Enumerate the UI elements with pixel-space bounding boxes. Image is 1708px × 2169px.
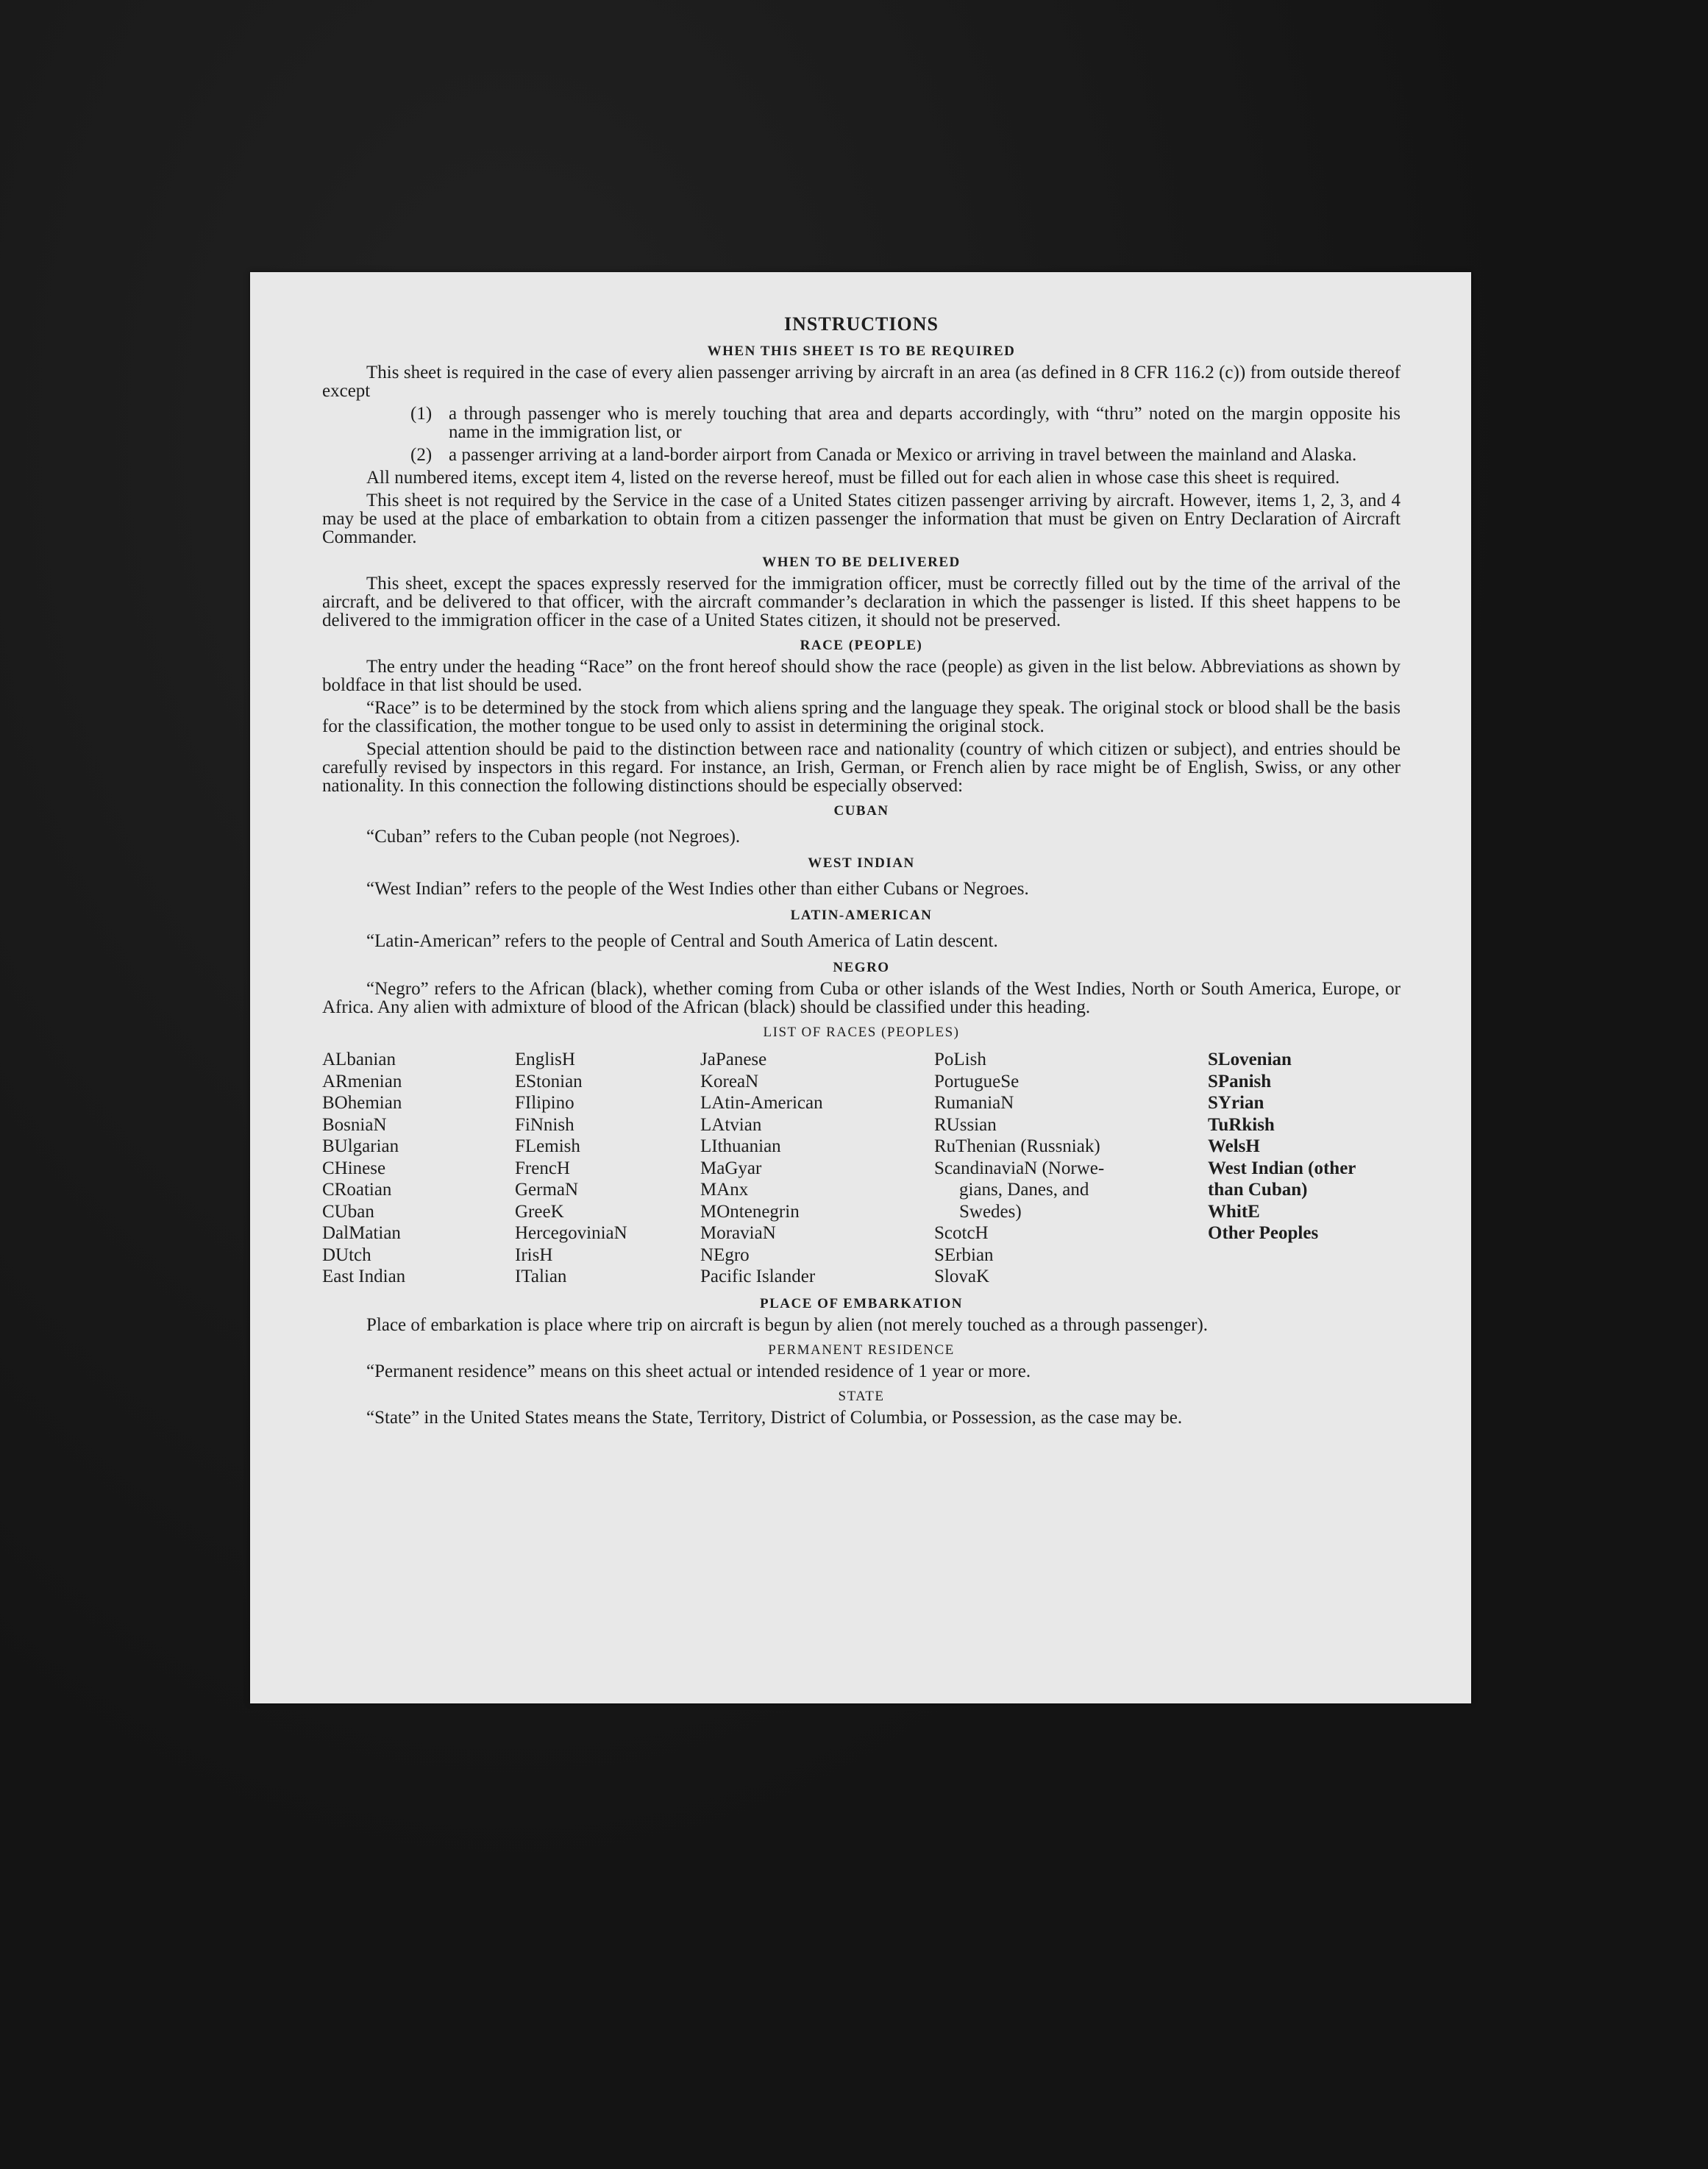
when-delivered-text: This sheet, except the spaces expressly reserved for the immigration officer, must be correctly filled out by the time of the arrival of the aircraft, and be delivered to that officer, with the aircraft commander’s declaration in which the passenger is listed. If this sheet happens to be delivered to the immigration officer in the case of a United States citizen, it should not be preserved.	[322, 574, 1401, 630]
races-column-3	[700, 1049, 934, 1288]
race-entry: RUssian	[934, 1114, 997, 1135]
race-entry: JaPanese	[700, 1050, 767, 1069]
race-entry-continued: Swedes)	[959, 1201, 1022, 1222]
race-entry: ARmenian	[322, 1071, 402, 1091]
race-entry: FIlipino	[515, 1093, 574, 1113]
race-entry: ALbanian	[322, 1050, 396, 1069]
negro-text: “Negro” refers to the African (black), whether coming from Cuba or other islands of the West Indies, North or South America, Europe, or Africa. Any alien with admixture of blood of the African (black) should be classified under this heading.	[322, 979, 1401, 1017]
races-column-4	[934, 1049, 1208, 1288]
exception-number: (1)	[410, 404, 433, 424]
race-entry: FLemish	[515, 1136, 580, 1156]
race-entry: RumaniaN	[934, 1093, 1014, 1113]
race-paragraph-3: Special attention should be paid to the distinction between race and nationality (country of which citizen or subject), and entries should be carefully revised by inspectors in this regard. For instance, an Irish, German, or French alien by race might be of English, Swiss, or any other nationality. In this connection the following distinctions should be especially observed:	[322, 739, 1401, 796]
heading-residence: PERMANENT RESIDENCE	[768, 1342, 955, 1358]
page-title: INSTRUCTIONS	[784, 313, 939, 335]
race-entry: ITalian	[515, 1267, 567, 1286]
race-entry: Other Peoples	[1208, 1223, 1319, 1243]
race-paragraph-1: The entry under the heading “Race” on the front hereof should show the race (people) as given in the list below. Abbreviations as shown by boldface in that list should be used.	[322, 657, 1401, 695]
heading-race: RACE (PEOPLE)	[800, 638, 923, 653]
race-entry: CUban	[322, 1201, 374, 1222]
races-column-2	[515, 1049, 700, 1288]
race-entry: FiNnish	[515, 1114, 574, 1135]
race-entry: CHinese	[322, 1158, 386, 1178]
embarkation-text: Place of embarkation is place where trip on aircraft is begun by alien (not merely touched as a through passenger).	[366, 1314, 1209, 1335]
race-entry-continued: gians, Danes, and	[959, 1180, 1089, 1200]
race-entry: SPanish	[1208, 1071, 1272, 1091]
race-entry: LAtin-American	[700, 1093, 823, 1113]
race-entry: IrisH	[515, 1244, 553, 1265]
heading-state: STATE	[838, 1388, 885, 1404]
west-indian-text: “West Indian” refers to the people of the West Indies other than either Cubans or Negroes.	[366, 879, 1029, 899]
race-entry: BosniaN	[322, 1114, 387, 1135]
exception-text: a through passenger who is merely touching that area and departs accordingly, with “thru” noted on the margin opposite his name in the immigration list, or	[449, 404, 1401, 442]
race-entry: SErbian	[934, 1244, 994, 1265]
instruction-content	[322, 313, 1401, 1431]
race-entry: East Indian	[322, 1267, 406, 1286]
when-required-intro: This sheet is required in the case of every alien passenger arriving by aircraft in an area (as defined in 8 CFR 116.2 (c)) from outside thereof except	[322, 363, 1401, 401]
race-entry: WhitE	[1208, 1201, 1260, 1222]
race-entry: GermaN	[515, 1180, 579, 1200]
race-entry: MoraviaN	[700, 1223, 776, 1243]
cuban-text: “Cuban” refers to the Cuban people (not Negroes).	[366, 827, 741, 847]
race-entry: LAtvian	[700, 1114, 762, 1135]
race-entry: FrencH	[515, 1158, 570, 1178]
heading-when-required: WHEN THIS SHEET IS TO BE REQUIRED	[707, 343, 1016, 359]
heading-cuban: CUBAN	[833, 803, 889, 819]
race-entry: DUtch	[322, 1244, 371, 1265]
race-entry: EStonian	[515, 1071, 583, 1091]
heading-when-delivered: WHEN TO BE DELIVERED	[762, 555, 961, 570]
race-entry: BUlgarian	[322, 1136, 399, 1156]
race-entry: GreeK	[515, 1201, 564, 1222]
heading-list-of-races: LIST OF RACES (PEOPLES)	[763, 1025, 960, 1040]
citizen-paragraph: This sheet is not required by the Service in the case of a United States citizen passenger arriving by aircraft. However, items 1, 2, 3, and 4 may be used at the place of embarkation to obtain from a citizen passenger the information that must be given on Entry Declaration of Aircraft Commander.	[322, 491, 1401, 547]
latin-american-text: “Latin-American” refers to the people of Central and South America of Latin descent.	[366, 931, 998, 951]
race-entry: PortugueSe	[934, 1071, 1020, 1091]
races-list	[322, 1049, 1401, 1288]
race-entry: Pacific Islander	[700, 1267, 816, 1286]
exception-item	[322, 405, 1401, 441]
race-entry: KoreaN	[700, 1071, 759, 1091]
numbered-items-paragraph: All numbered items, except item 4, listed on the reverse hereof, must be filled out for each alien in whose case this sheet is required.	[366, 468, 1340, 488]
race-entry: DalMatian	[322, 1223, 401, 1243]
races-column-1	[322, 1049, 515, 1288]
race-entry: NEgro	[700, 1244, 750, 1265]
race-entry-continued: than Cuban)	[1208, 1180, 1308, 1200]
race-entry: RuThenian (Russniak)	[934, 1136, 1100, 1156]
state-text: “State” in the United States means the State, Territory, District of Columbia, or Possession, as the case may be.	[366, 1407, 1183, 1428]
heading-embarkation: PLACE OF EMBARKATION	[760, 1295, 963, 1311]
race-entry: BOhemian	[322, 1093, 402, 1113]
race-entry: TuRkish	[1208, 1114, 1275, 1135]
exception-text: a passenger arriving at a land-border airport from Canada or Mexico or arriving in travel between the mainland and Alaska.	[449, 445, 1357, 465]
race-entry: SlovaK	[934, 1267, 989, 1286]
race-entry: WelsH	[1208, 1136, 1260, 1156]
race-entry: MOntenegrin	[700, 1201, 800, 1222]
race-entry: SYrian	[1208, 1093, 1264, 1113]
exception-number: (2)	[410, 445, 433, 465]
race-entry: West Indian (other	[1208, 1158, 1356, 1178]
race-entry: CRoatian	[322, 1180, 392, 1200]
exception-item	[322, 446, 1401, 464]
race-entry: MAnx	[700, 1180, 749, 1200]
race-entry: SLovenian	[1208, 1050, 1292, 1069]
heading-west-indian: WEST INDIAN	[808, 855, 915, 871]
race-entry: PoLish	[934, 1050, 986, 1069]
race-entry: LIthuanian	[700, 1136, 781, 1156]
heading-latin-american: LATIN-AMERICAN	[790, 908, 933, 923]
race-paragraph-2: “Race” is to be determined by the stock from which aliens spring and the language they speak. The original stock or blood shall be the basis for the classification, the mother tongue to be used only to assist in determining the original stock.	[322, 698, 1401, 736]
instruction-sheet	[250, 272, 1471, 1703]
residence-text: “Permanent residence” means on this sheet actual or intended residence of 1 year or more.	[366, 1361, 1031, 1381]
race-entry: HercegoviniaN	[515, 1223, 627, 1243]
race-entry: MaGyar	[700, 1158, 762, 1178]
race-entry: ScotcH	[934, 1223, 989, 1243]
races-column-5	[1208, 1049, 1401, 1288]
heading-negro: NEGRO	[833, 960, 890, 975]
race-entry: EnglisH	[515, 1050, 575, 1069]
race-entry: ScandinaviaN (Norwe-	[934, 1158, 1105, 1178]
